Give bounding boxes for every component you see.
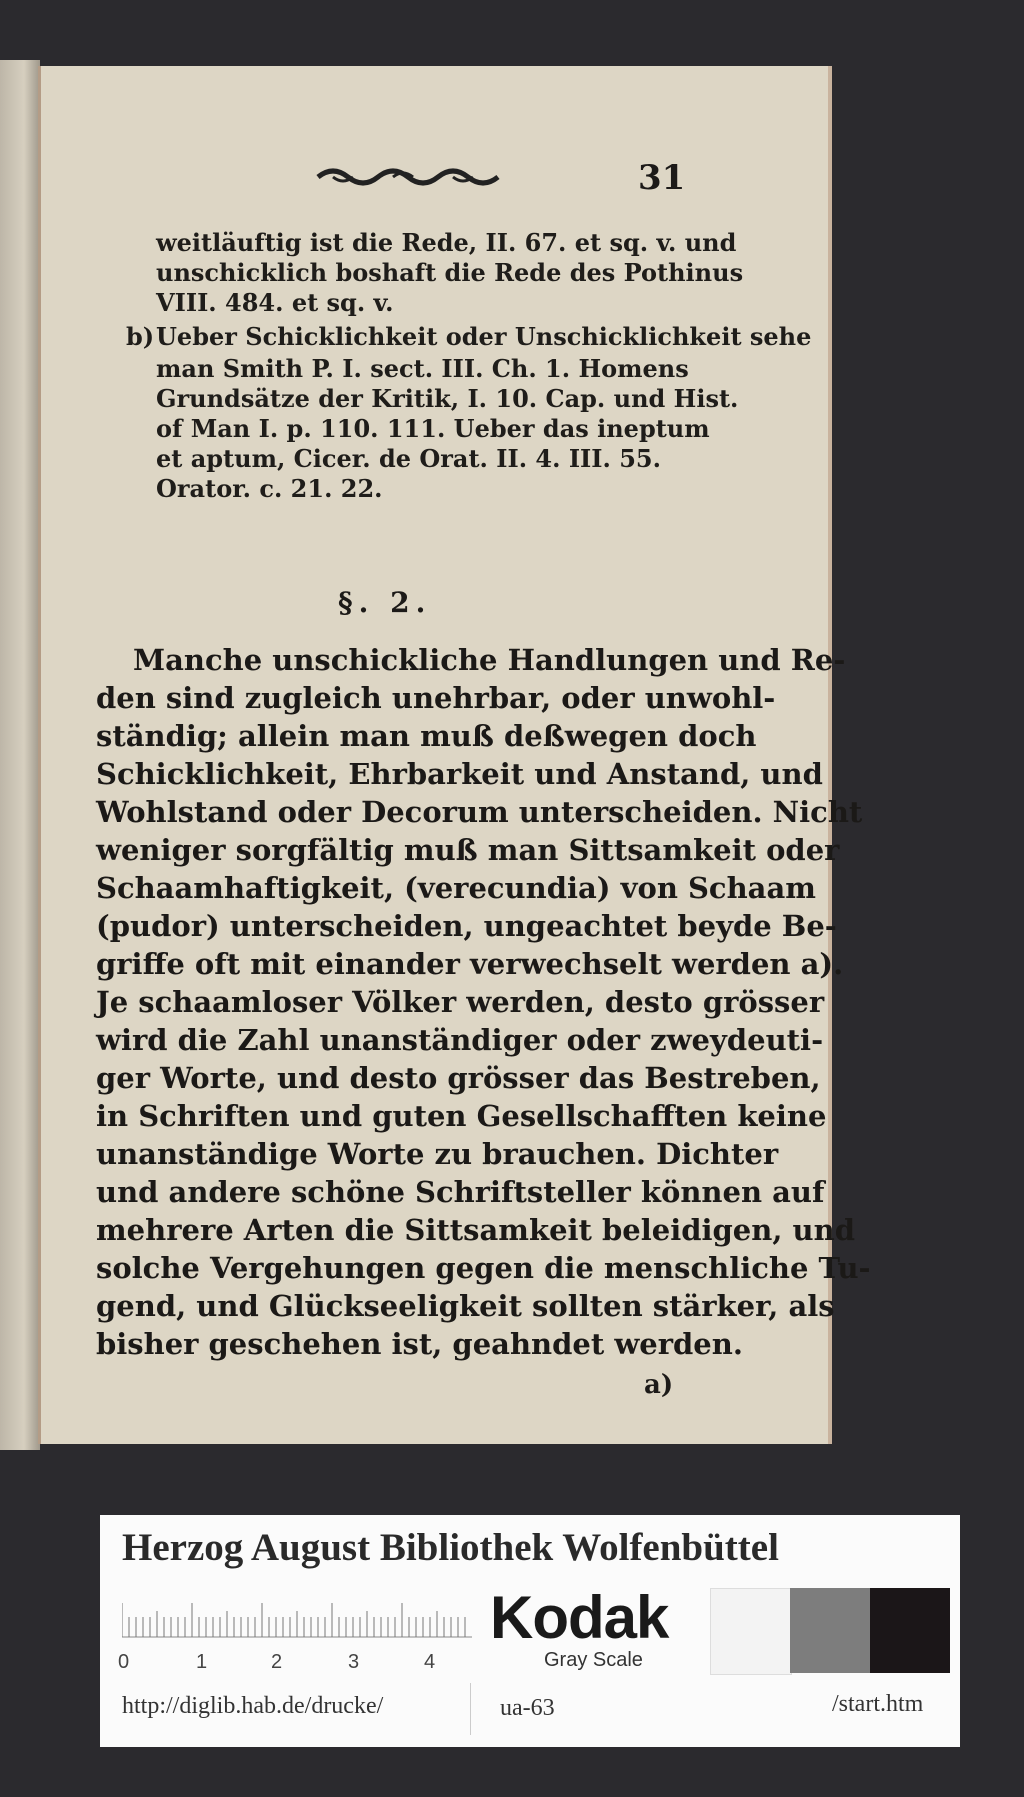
footnote-b-line bbox=[126, 322, 812, 352]
body-line: wird die Zahl unanständiger oder zweydeuti- bbox=[96, 1023, 824, 1057]
body-line: ger Worte, und desto grösser das Bestreben, bbox=[96, 1061, 821, 1095]
ornament-icon bbox=[313, 162, 503, 192]
footnote-line: weitläuftig ist die Rede, II. 67. et sq. v. und bbox=[156, 228, 737, 257]
ruler-number: 0 bbox=[118, 1651, 130, 1673]
divider bbox=[470, 1683, 471, 1735]
gray-swatch-dark bbox=[870, 1588, 950, 1673]
body-line: den sind zugleich unehrbar, oder unwohl- bbox=[96, 681, 776, 715]
footnote-line: unschicklich boshaft die Rede des Pothinus bbox=[156, 258, 744, 287]
gray-swatch-light bbox=[710, 1588, 792, 1675]
body-line: Wohlstand oder Decorum unterscheiden. Nicht bbox=[96, 795, 863, 829]
body-line: in Schriften und guten Gesellschafften keine bbox=[96, 1099, 827, 1133]
ruler-number: 1 bbox=[196, 1651, 208, 1673]
body-line: Schicklichkeit, Ehrbarkeit und Anstand, und bbox=[96, 757, 823, 791]
body-line: weniger sorgfältig muß man Sittsamkeit oder bbox=[96, 833, 840, 867]
body-line: Schaamhaftigkeit, (verecundia) von Schaam bbox=[96, 871, 816, 905]
book-page bbox=[38, 66, 871, 1444]
body-line: solche Vergehungen gegen die menschliche Tu- bbox=[96, 1251, 871, 1285]
ruler-icon bbox=[122, 1599, 472, 1639]
body-line: Je schaamloser Völker werden, desto grösser bbox=[96, 985, 825, 1019]
footnote-text: Ueber Schicklichkeit oder Unschicklichkeit sehe bbox=[156, 322, 812, 351]
footnote-label: b) bbox=[126, 322, 155, 351]
body-line: gend, und Glückseeligkeit sollten stärker, als bbox=[96, 1289, 835, 1323]
body-line: (pudor) unterscheiden, ungeachtet beyde Be- bbox=[96, 909, 837, 943]
ruler-number: 2 bbox=[271, 1651, 283, 1673]
adjacent-page-edge bbox=[0, 60, 40, 1450]
gray-scale-label: Gray Scale bbox=[544, 1649, 643, 1671]
footnote-line: of Man I. p. 110. 111. Ueber das ineptum bbox=[156, 414, 710, 443]
gray-swatch-mid bbox=[790, 1588, 870, 1673]
url-left: http://diglib.hab.de/drucke/ bbox=[122, 1693, 384, 1719]
ruler-number: 4 bbox=[424, 1651, 436, 1673]
footnote-line: et aptum, Cicer. de Orat. II. 4. III. 55. bbox=[156, 444, 661, 473]
url-right: /start.htm bbox=[832, 1691, 924, 1717]
library-color-card bbox=[100, 1515, 960, 1747]
footnote-line: Orator. c. 21. 22. bbox=[156, 474, 383, 503]
body-line: ständig; allein man muß deßwegen doch bbox=[96, 719, 757, 753]
body-line: und andere schöne Schriftsteller können auf bbox=[96, 1175, 825, 1209]
footnote-line: VIII. 484. et sq. v. bbox=[156, 288, 394, 317]
body-line: griffe oft mit einander verwechselt werden a). bbox=[96, 947, 844, 981]
body-line: mehrere Arten die Sittsamkeit beleidigen, und bbox=[96, 1213, 855, 1247]
footnote-line: Grundsätze der Kritik, I. 10. Cap. und Hist. bbox=[156, 384, 739, 413]
body-line: unanständige Worte zu brauchen. Dichter bbox=[96, 1137, 779, 1171]
body-line: bisher geschehen ist, geahndet werden. bbox=[96, 1327, 743, 1361]
kodak-logo: Kodak bbox=[490, 1584, 669, 1651]
footnote-line: man Smith P. I. sect. III. Ch. 1. Homens bbox=[156, 354, 689, 383]
library-title: Herzog August Bibliothek Wolfenbüttel bbox=[122, 1526, 779, 1569]
section-heading: §. 2. bbox=[338, 586, 432, 619]
body-line: Manche unschickliche Handlungen und Re- bbox=[133, 643, 846, 677]
catchword: a) bbox=[644, 1370, 674, 1400]
page-number: 31 bbox=[638, 158, 686, 198]
shelfmark: ua-63 bbox=[500, 1695, 555, 1721]
ruler-number: 3 bbox=[348, 1651, 360, 1673]
